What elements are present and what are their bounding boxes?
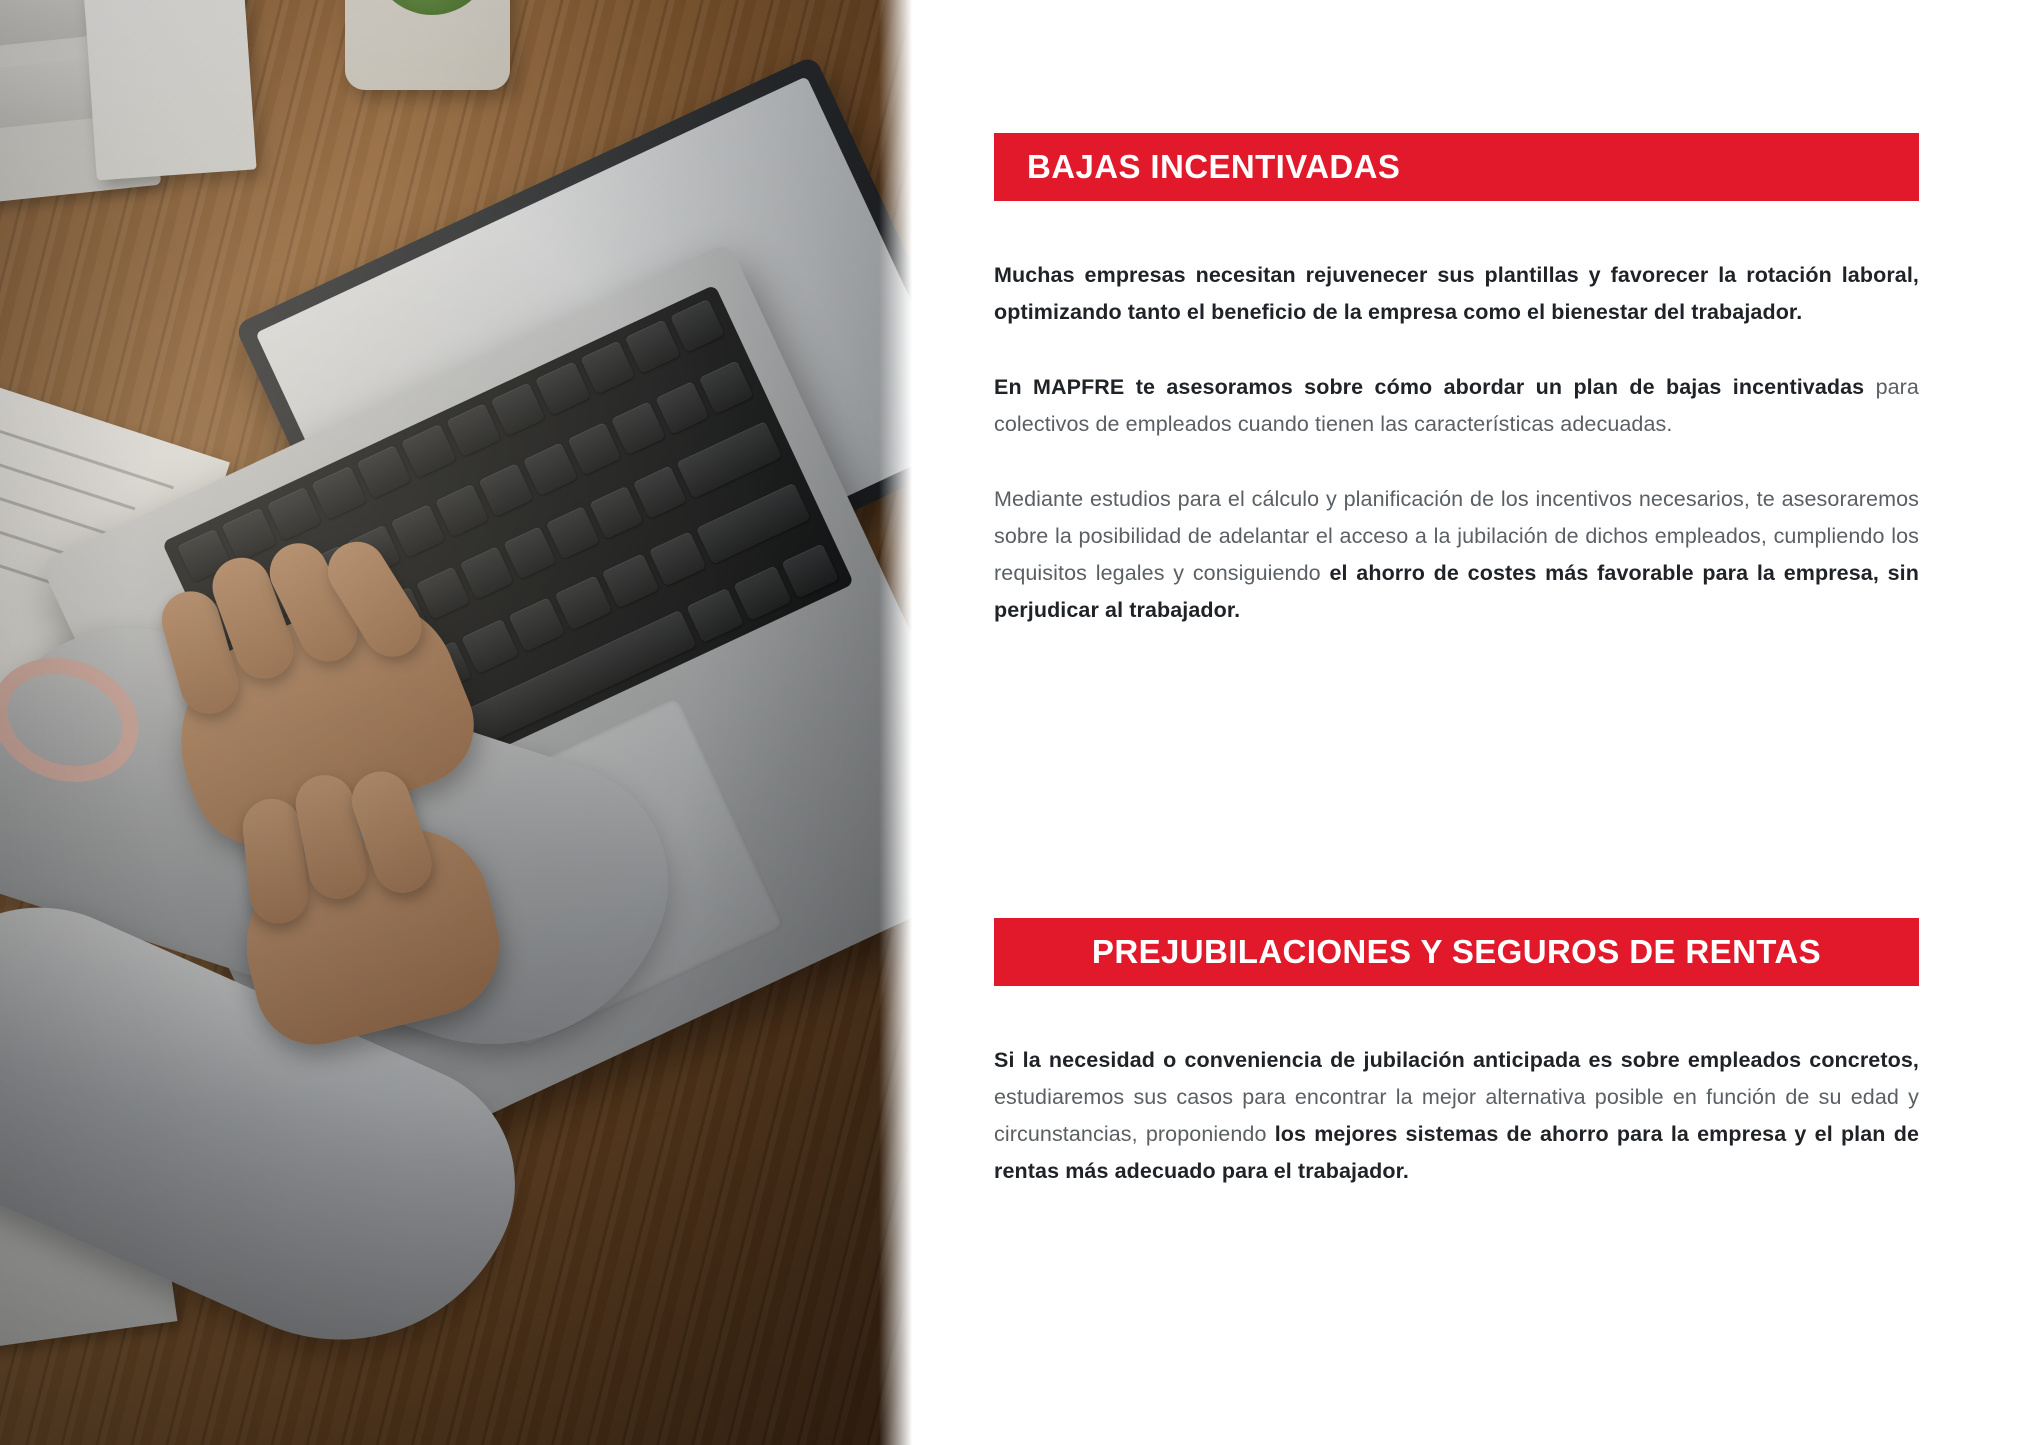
- paragraph-bajas-3: [994, 481, 1919, 629]
- paragraph-bajas-1: [994, 257, 1919, 331]
- photo-edge-fade: [879, 0, 915, 1445]
- paragraph-prejubilaciones-1: [994, 1042, 1919, 1190]
- section-bajas-incentivadas: [994, 133, 1919, 629]
- paragraph-run: Muchas empresas necesitan rejuvenecer sus plantillas y favorecer la rotación laboral, optimizando tanto el beneficio de la empresa como el bienestar del trabajador.: [994, 263, 1919, 324]
- paragraph-run: En MAPFRE te asesoramos sobre cómo abordar un plan de bajas incentivadas: [994, 374, 1876, 399]
- section-heading-bajas: BAJAS INCENTIVADAS: [994, 133, 1919, 201]
- section-heading-prejubilaciones: PREJUBILACIONES Y SEGUROS DE RENTAS: [994, 918, 1919, 986]
- paragraph-bajas-2: [994, 369, 1919, 443]
- paragraph-run: los mejores sistemas de ahorro para la empresa y el plan de rentas más adecuado para el trabajador.: [994, 1121, 1919, 1183]
- section-prejubilaciones: [994, 918, 1919, 1190]
- paragraph-run: Mediante estudios para el cálculo y planificación de los incentivos necesarios, te asesoraremos sobre la posibilidad de adelantar el acceso a la jubilación de dichos empleados, cumpliendo los requisitos legales y consiguiendo: [994, 486, 1919, 585]
- paragraph-run: estudiaremos sus casos para encontrar la mejor alternativa posible en función de su edad y circunstancias, proponiendo: [994, 1084, 1919, 1146]
- paragraph-run: el ahorro de costes más favorable para la empresa, sin perjudicar al trabajador.: [994, 560, 1919, 622]
- paragraph-run: para colectivos de empleados cuando tienen las características adecuadas.: [994, 374, 1919, 436]
- paragraph-run: Si la necesidad o conveniencia de jubilación anticipada es sobre empleados concretos,: [994, 1048, 1919, 1072]
- content-column: [915, 0, 2040, 1445]
- laptop-hands-photo: [0, 0, 915, 1445]
- photo-lighting-overlay: [0, 0, 915, 1445]
